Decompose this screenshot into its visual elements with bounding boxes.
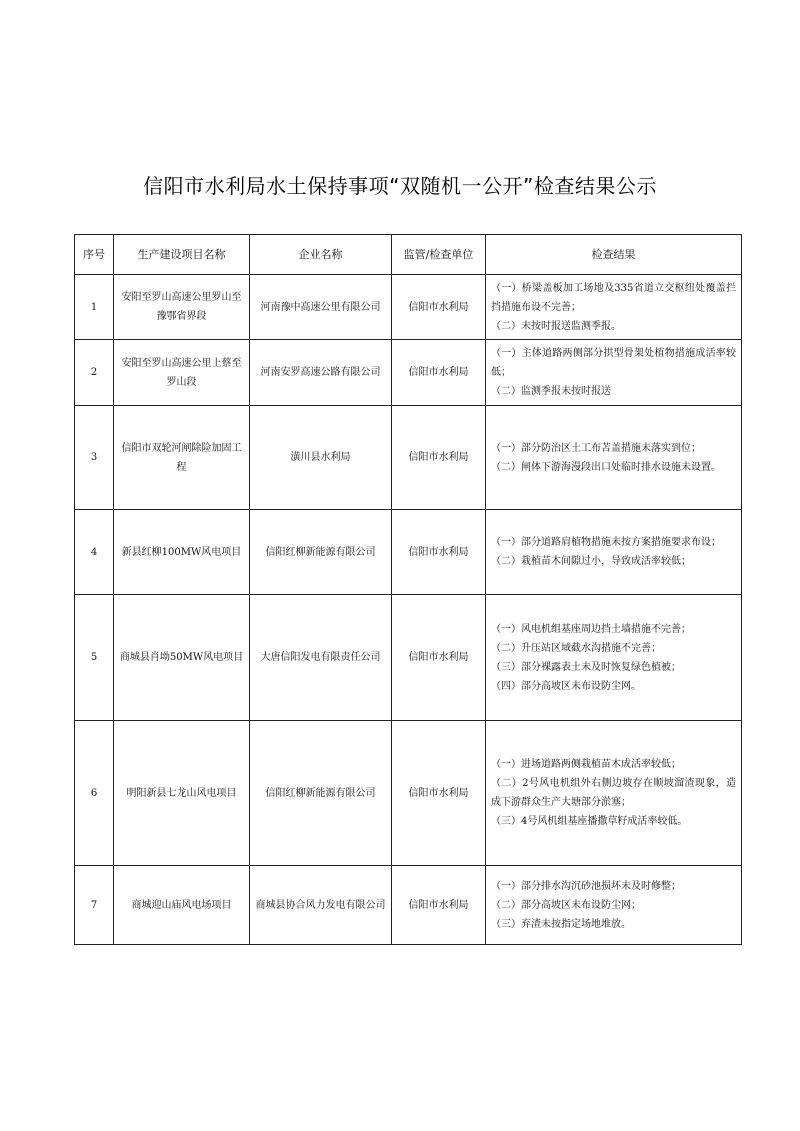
row-number: 3 [75, 406, 114, 510]
enterprise-name: 商城县协合风力发电有限公司 [250, 866, 392, 945]
project-name: 新县红柳100MW风电项目 [114, 510, 250, 595]
result-item: （一）部分防治区土工布苫盖措施未落实到位； [491, 442, 701, 454]
project-name: 商城县肖坳50MW风电项目 [114, 595, 250, 721]
table-row [75, 866, 742, 945]
header-unit: 监管/检查单位 [392, 235, 486, 275]
result-item: （一）主体道路两侧部分拱型骨架处植物措施成活率较低； [491, 348, 736, 378]
result-item: （二）升压站区域截水沟措施不完善； [491, 642, 661, 654]
header-no: 序号 [75, 235, 114, 275]
header-enterprise: 企业名称 [250, 235, 392, 275]
table-header-row [75, 235, 742, 275]
document-title: 信阳市水利局水土保持事项“双随机一公开”检查结果公示 [143, 174, 657, 198]
header-result: 检查结果 [486, 235, 742, 275]
enterprise-name: 河南豫中高速公里有限公司 [250, 275, 392, 340]
result-item: （一）部分排水沟沉砂池损坏未及时修整； [491, 880, 681, 892]
enterprise-name: 河南安罗高速公路有限公司 [250, 340, 392, 406]
enterprise-name: 大唐信阳发电有限责任公司 [250, 595, 392, 721]
row-number: 6 [75, 721, 114, 866]
result-item: （三）部分裸露表土未及时恢复绿色植被； [491, 661, 681, 673]
row-number: 2 [75, 340, 114, 406]
enterprise-name: 信阳红柳新能源有限公司 [250, 510, 392, 595]
table-row [75, 275, 742, 340]
header-project: 生产建设项目名称 [114, 235, 250, 275]
table-row [75, 510, 742, 595]
result-item: （二）栽植苗木间隙过小，导致成活率较低； [491, 556, 691, 567]
supervising-unit: 信阳市水利局 [392, 406, 486, 510]
result-item: （三）弃渣未按指定场地堆放。 [491, 918, 631, 930]
inspection-result [486, 721, 742, 866]
result-item: （一）风电机组基座周边挡土墙措施不完善； [491, 623, 691, 635]
inspection-result [486, 866, 742, 945]
row-number: 7 [75, 866, 114, 945]
row-number: 4 [75, 510, 114, 595]
project-name: 商城迎山庙风电场项目 [114, 866, 250, 945]
result-item: （一）部分道路肩植物措施未按方案措施要求布设； [491, 537, 721, 548]
result-item: （一）进场道路两侧栽植苗木成活率较低； [491, 759, 681, 770]
enterprise-name: 信阳红柳新能源有限公司 [250, 721, 392, 866]
inspection-result [486, 510, 742, 595]
supervising-unit: 信阳市水利局 [392, 866, 486, 945]
result-item: （一）桥梁盖板加工场地及335省道立交枢纽处覆盖拦挡措施布设不完善； [491, 282, 736, 313]
inspection-result [486, 595, 742, 721]
table-row [75, 340, 742, 406]
supervising-unit: 信阳市水利局 [392, 721, 486, 866]
row-number: 5 [75, 595, 114, 721]
enterprise-name: 潢川县水利局 [250, 406, 392, 510]
inspection-result [486, 406, 742, 510]
result-item: （二）2号风电机组外右侧边坡存在顺坡溜渣现象，造成下游群众生产大塘部分淤塞； [491, 778, 736, 808]
result-item: （二）监测季报未按时报送 [491, 386, 611, 397]
table-row [75, 406, 742, 510]
result-item: （二）部分高坡区未布设防尘网； [491, 899, 641, 911]
result-item: （二）未按时报送监测季报。 [491, 320, 621, 332]
project-name: 信阳市双轮河闸除险加固工程 [114, 406, 250, 510]
result-item: （三）4号风机组基座播撒草籽成活率较低。 [491, 816, 688, 827]
project-name: 安阳至罗山高速公里上蔡至罗山段 [114, 340, 250, 406]
table-row [75, 595, 742, 721]
row-number: 1 [75, 275, 114, 340]
supervising-unit: 信阳市水利局 [392, 275, 486, 340]
supervising-unit: 信阳市水利局 [392, 510, 486, 595]
result-item: （二）闸体下游海漫段出口处临时排水设施未设置。 [491, 461, 721, 473]
result-item: （四）部分高坡区未布设防尘网。 [491, 680, 641, 692]
supervising-unit: 信阳市水利局 [392, 340, 486, 406]
table-body [75, 275, 742, 945]
inspection-results-table [74, 234, 742, 945]
table-row [75, 721, 742, 866]
project-name: 明阳新县七龙山风电项目 [114, 721, 250, 866]
inspection-result [486, 275, 742, 340]
supervising-unit: 信阳市水利局 [392, 595, 486, 721]
inspection-result [486, 340, 742, 406]
project-name: 安阳至罗山高速公里罗山至豫鄂省界段 [114, 275, 250, 340]
